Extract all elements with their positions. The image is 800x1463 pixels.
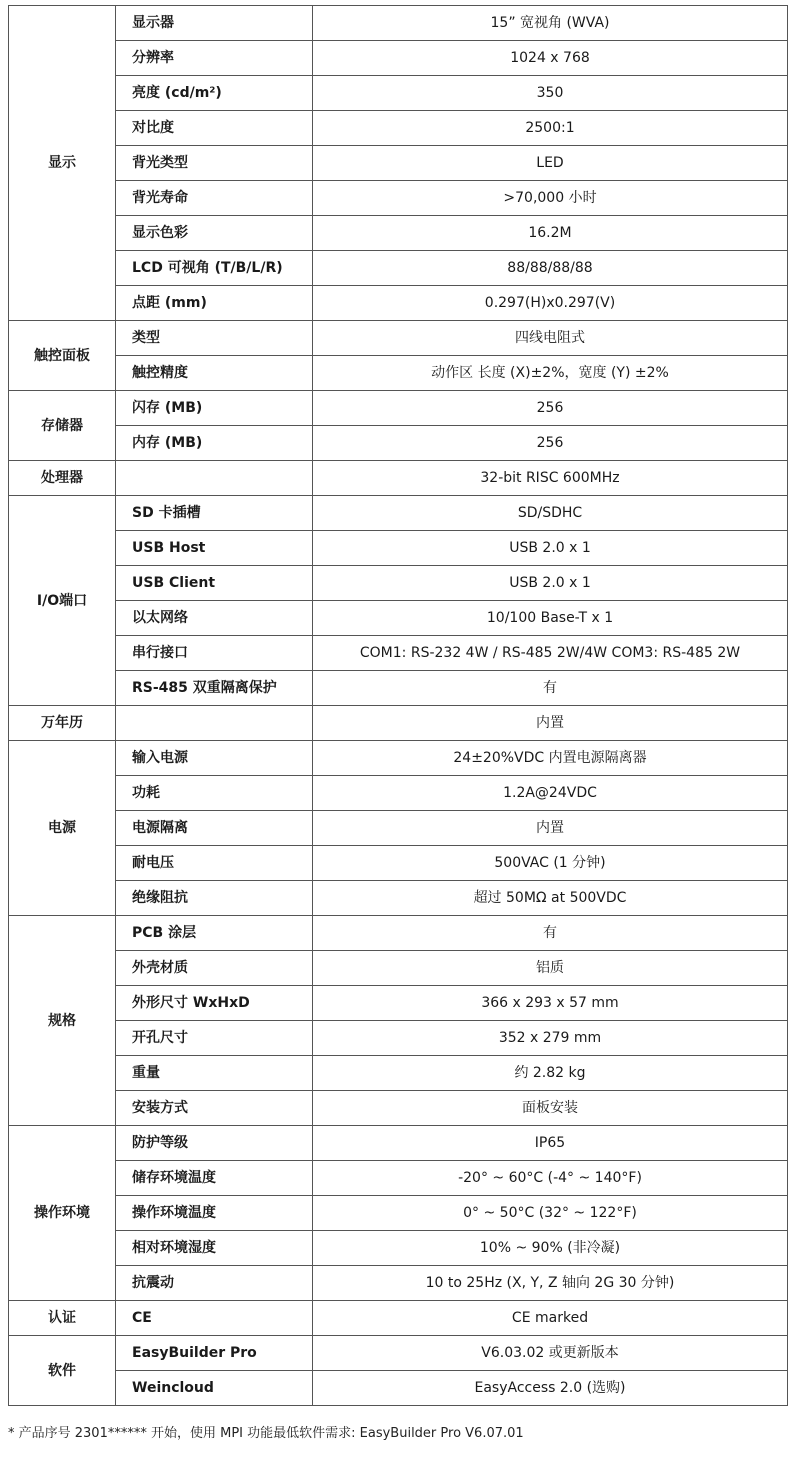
property-label: 显示器	[116, 6, 313, 41]
spec-row	[9, 741, 788, 776]
spec-row	[9, 916, 788, 951]
spec-row	[9, 146, 788, 181]
property-label: 触控精度	[116, 356, 313, 391]
spec-row	[9, 671, 788, 706]
property-value: LED	[313, 146, 788, 181]
property-value: 约 2.82 kg	[313, 1056, 788, 1091]
property-value: 有	[313, 671, 788, 706]
spec-row	[9, 1231, 788, 1266]
spec-row	[9, 286, 788, 321]
property-value: 256	[313, 391, 788, 426]
spec-row	[9, 706, 788, 741]
property-value: 88/88/88/88	[313, 251, 788, 286]
property-label: 背光类型	[116, 146, 313, 181]
spec-row	[9, 76, 788, 111]
property-label: 绝缘阻抗	[116, 881, 313, 916]
spec-row	[9, 461, 788, 496]
spec-row	[9, 636, 788, 671]
property-label: 开孔尺寸	[116, 1021, 313, 1056]
property-value: USB 2.0 x 1	[313, 531, 788, 566]
spec-row	[9, 1336, 788, 1371]
spec-row	[9, 41, 788, 76]
property-value: USB 2.0 x 1	[313, 566, 788, 601]
property-label: Weincloud	[116, 1371, 313, 1406]
spec-row	[9, 321, 788, 356]
property-value: 256	[313, 426, 788, 461]
property-value: 10% ~ 90% (非冷凝)	[313, 1231, 788, 1266]
spec-row	[9, 391, 788, 426]
property-label: USB Client	[116, 566, 313, 601]
property-label: 耐电压	[116, 846, 313, 881]
property-value: 超过 50MΩ at 500VDC	[313, 881, 788, 916]
property-label: 储存环境温度	[116, 1161, 313, 1196]
property-value: 1.2A@24VDC	[313, 776, 788, 811]
property-label: 重量	[116, 1056, 313, 1091]
property-value: 32-bit RISC 600MHz	[313, 461, 788, 496]
category-cell: 处理器	[9, 461, 116, 496]
spec-row	[9, 811, 788, 846]
property-label: LCD 可视角 (T/B/L/R)	[116, 251, 313, 286]
property-label: 背光寿命	[116, 181, 313, 216]
spec-row	[9, 496, 788, 531]
spec-row	[9, 1021, 788, 1056]
property-value: 0° ~ 50°C (32° ~ 122°F)	[313, 1196, 788, 1231]
property-label: PCB 涂层	[116, 916, 313, 951]
property-label: SD 卡插槽	[116, 496, 313, 531]
property-value: IP65	[313, 1126, 788, 1161]
property-value: 四线电阻式	[313, 321, 788, 356]
spec-row	[9, 531, 788, 566]
property-label: 内存 (MB)	[116, 426, 313, 461]
spec-row	[9, 776, 788, 811]
category-cell: 显示	[9, 6, 116, 321]
property-value: 1024 x 768	[313, 41, 788, 76]
property-label: 闪存 (MB)	[116, 391, 313, 426]
property-value: 动作区 长度 (X)±2%，宽度 (Y) ±2%	[313, 356, 788, 391]
property-label: RS-485 双重隔离保护	[116, 671, 313, 706]
spec-row	[9, 6, 788, 41]
spec-row	[9, 846, 788, 881]
footnote: * 产品序号 2301****** 开始，使用 MPI 功能最低软件需求: EasyBuilder Pro V6.07.01	[8, 1426, 524, 1441]
category-cell: 软件	[9, 1336, 116, 1406]
property-label: CE	[116, 1301, 313, 1336]
category-cell: 电源	[9, 741, 116, 916]
property-value: 有	[313, 916, 788, 951]
property-value: 350	[313, 76, 788, 111]
property-value: 500VAC (1 分钟)	[313, 846, 788, 881]
category-cell: 操作环境	[9, 1126, 116, 1301]
property-value: 366 x 293 x 57 mm	[313, 986, 788, 1021]
spec-row	[9, 426, 788, 461]
spec-row	[9, 111, 788, 146]
property-label: 相对环境湿度	[116, 1231, 313, 1266]
property-label: 操作环境温度	[116, 1196, 313, 1231]
property-value: 0.297(H)x0.297(V)	[313, 286, 788, 321]
spec-row	[9, 216, 788, 251]
spec-row	[9, 1091, 788, 1126]
property-value: >70,000 小时	[313, 181, 788, 216]
property-label: 功耗	[116, 776, 313, 811]
property-value: SD/SDHC	[313, 496, 788, 531]
spec-row	[9, 1126, 788, 1161]
property-value: V6.03.02 或更新版本	[313, 1336, 788, 1371]
spec-table-body	[9, 6, 788, 1406]
property-label: 分辨率	[116, 41, 313, 76]
property-label: USB Host	[116, 531, 313, 566]
property-label: 显示色彩	[116, 216, 313, 251]
property-label: 电源隔离	[116, 811, 313, 846]
property-value: CE marked	[313, 1301, 788, 1336]
spec-row	[9, 1056, 788, 1091]
property-label: 亮度 (cd/m²)	[116, 76, 313, 111]
property-label: 防护等级	[116, 1126, 313, 1161]
property-label: 对比度	[116, 111, 313, 146]
property-value: 2500:1	[313, 111, 788, 146]
spec-row	[9, 1301, 788, 1336]
property-label: 外壳材质	[116, 951, 313, 986]
spec-row	[9, 986, 788, 1021]
category-cell: 存储器	[9, 391, 116, 461]
spec-table	[8, 5, 788, 1406]
property-value: COM1: RS-232 4W / RS-485 2W/4W COM3: RS-485 2W	[313, 636, 788, 671]
property-value: EasyAccess 2.0 (选购)	[313, 1371, 788, 1406]
property-label: 类型	[116, 321, 313, 356]
category-cell: 认证	[9, 1301, 116, 1336]
spec-row	[9, 356, 788, 391]
property-label: 抗震动	[116, 1266, 313, 1301]
spec-row	[9, 1161, 788, 1196]
property-label	[116, 461, 313, 496]
property-value: 内置	[313, 706, 788, 741]
property-label	[116, 706, 313, 741]
spec-row	[9, 181, 788, 216]
spec-row	[9, 1196, 788, 1231]
property-value: 15” 宽视角 (WVA)	[313, 6, 788, 41]
category-cell: 规格	[9, 916, 116, 1126]
property-value: 352 x 279 mm	[313, 1021, 788, 1056]
property-value: -20° ~ 60°C (-4° ~ 140°F)	[313, 1161, 788, 1196]
property-value: 铝质	[313, 951, 788, 986]
property-label: 点距 (mm)	[116, 286, 313, 321]
property-value: 面板安装	[313, 1091, 788, 1126]
spec-row	[9, 1371, 788, 1406]
property-value: 内置	[313, 811, 788, 846]
category-cell: I/O端口	[9, 496, 116, 706]
spec-row	[9, 566, 788, 601]
spec-row	[9, 251, 788, 286]
property-value: 10 to 25Hz (X, Y, Z 轴向 2G 30 分钟)	[313, 1266, 788, 1301]
category-cell: 万年历	[9, 706, 116, 741]
property-label: EasyBuilder Pro	[116, 1336, 313, 1371]
property-value: 10/100 Base-T x 1	[313, 601, 788, 636]
property-value: 16.2M	[313, 216, 788, 251]
property-label: 安装方式	[116, 1091, 313, 1126]
property-label: 外形尺寸 WxHxD	[116, 986, 313, 1021]
spec-row	[9, 881, 788, 916]
spec-row	[9, 1266, 788, 1301]
category-cell: 触控面板	[9, 321, 116, 391]
property-value: 24±20%VDC 内置电源隔离器	[313, 741, 788, 776]
spec-row	[9, 951, 788, 986]
property-label: 以太网络	[116, 601, 313, 636]
property-label: 输入电源	[116, 741, 313, 776]
property-label: 串行接口	[116, 636, 313, 671]
spec-row	[9, 601, 788, 636]
